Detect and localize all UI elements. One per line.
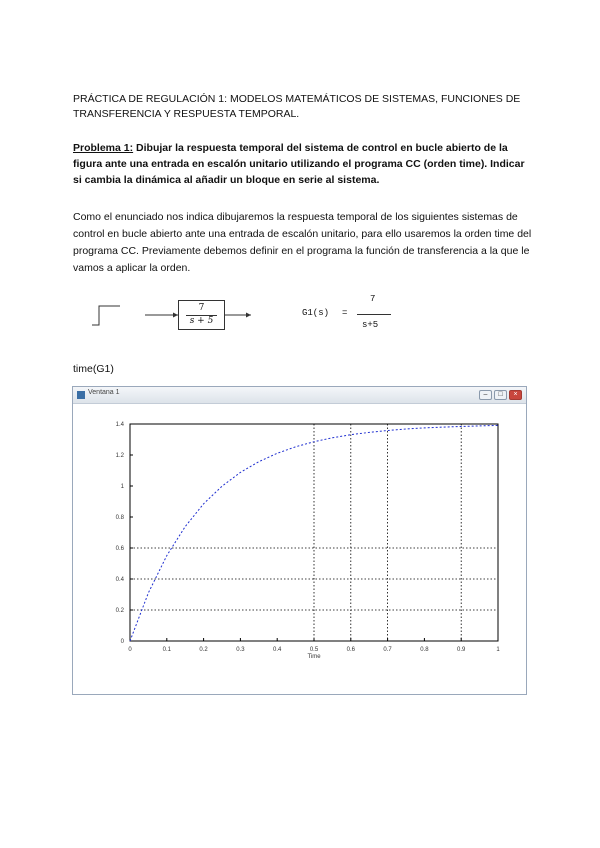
problem-label: Problema 1: <box>73 142 134 154</box>
g1-denominator: s+5 <box>362 320 379 330</box>
block-diagram <box>145 298 255 334</box>
y-tick-label: 1.2 <box>115 453 124 459</box>
window-app-icon <box>77 391 85 399</box>
close-button[interactable]: × <box>509 390 522 400</box>
x-tick-label: 0.3 <box>236 647 245 653</box>
block-denominator: s + 5 <box>189 316 214 326</box>
page-title: PRÁCTICA DE REGULACIÓN 1: MODELOS MATEMÁTICOS DE SISTEMAS, FUNCIONES DE TRANSFERENCIA Y RESPUESTA TEMPORAL. <box>73 93 521 120</box>
y-tick-label: 0.8 <box>115 515 124 521</box>
x-tick-label: 0.4 <box>273 647 282 653</box>
step-input-icon <box>92 304 120 326</box>
transfer-function-block <box>178 300 225 330</box>
x-tick-label: 0.6 <box>346 647 355 653</box>
problem-text: Dibujar la respuesta temporal del sistema de control en bucle abierto de la figura ante una entrada en escalón unitario utilizando el programa CC (orden time). Indicar si cambia la dinámica al añadir un bloque en serie al sistema. <box>73 142 525 186</box>
x-axis-label: Time <box>307 654 321 660</box>
block-numerator: 7 <box>198 303 205 313</box>
intro-paragraph: Como el enunciado nos indica dibujaremos la respuesta temporal de los siguientes sistemas de control en bucle abierto ante una entrada de escalón unitario, para ello usaremos la orden time del programa CC. Previamente debemos definir en el programa la función de transferencia a la que le vamos a aplicar la orden. <box>73 211 532 274</box>
x-tick-label: 0.9 <box>457 647 466 653</box>
g1-lhs: G1(s) <box>302 308 330 318</box>
g1-definition <box>302 293 412 339</box>
y-tick-label: 0.4 <box>115 577 124 583</box>
y-tick-label: 1.4 <box>115 422 124 428</box>
plot-window <box>72 386 527 695</box>
x-tick-label: 0.8 <box>420 647 429 653</box>
g1-fraction-bar <box>357 314 391 315</box>
x-tick-label: 0 <box>128 647 132 653</box>
x-tick-label: 0.2 <box>199 647 208 653</box>
window-titlebar[interactable] <box>73 387 526 404</box>
g1-equals: = <box>342 308 348 318</box>
y-tick-label: 1 <box>120 484 124 490</box>
g1-numerator: 7 <box>370 294 376 304</box>
maximize-button[interactable]: □ <box>494 390 507 400</box>
y-tick-label: 0.2 <box>115 608 124 614</box>
x-tick-label: 0.7 <box>383 647 392 653</box>
minimize-button[interactable]: – <box>479 390 492 400</box>
x-tick-label: 0.1 <box>162 647 171 653</box>
problem-statement <box>73 140 533 188</box>
y-tick-label: 0 <box>120 639 124 645</box>
command-label: time(G1) <box>73 363 114 375</box>
x-tick-label: 0.5 <box>309 647 319 653</box>
window-title: Ventana 1 <box>88 389 120 396</box>
y-tick-label: 0.6 <box>115 546 124 552</box>
step-response-chart <box>73 404 526 694</box>
x-tick-label: 1 <box>496 647 500 653</box>
